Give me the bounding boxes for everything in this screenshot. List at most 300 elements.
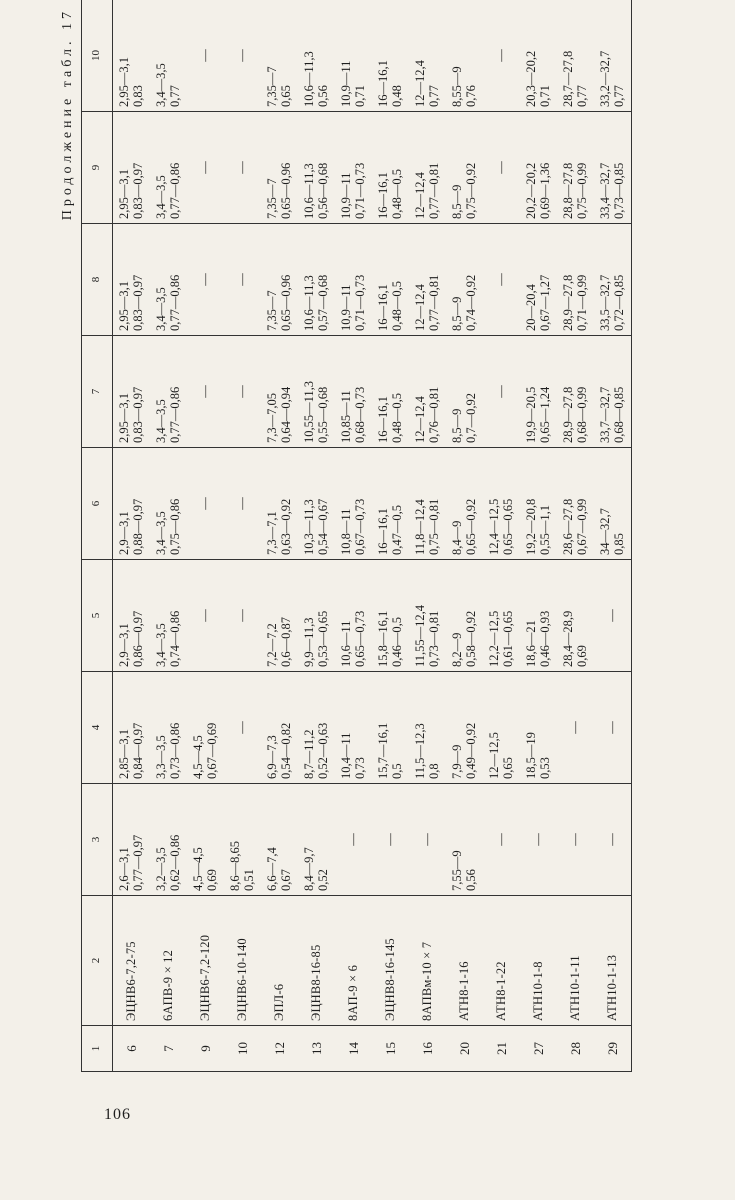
cell-value: 11,55—12,4	[413, 604, 427, 667]
cell-value: —	[234, 161, 249, 174]
column-header: 7	[82, 336, 113, 448]
cell-value: 7,35—7	[265, 66, 279, 107]
cell-value: 0,52	[315, 869, 330, 891]
cell-value: 0,65—0,73	[352, 610, 367, 667]
pump-model: ЭЦНВ6-10-140	[224, 896, 261, 1026]
page-number: 106	[104, 1106, 131, 1123]
table-row	[335, 0, 372, 1072]
row-number: 14	[335, 1026, 372, 1072]
value-cell	[113, 784, 151, 896]
cell-value: 0,56	[463, 869, 478, 891]
cell-value: —	[493, 385, 508, 398]
cell-value: 12—12,4	[413, 396, 427, 443]
value-cell	[446, 560, 483, 672]
cell-value: 0,6—0,87	[278, 617, 293, 667]
cell-value: 3,4—3,5	[154, 63, 168, 107]
value-cell	[557, 336, 594, 448]
cell-value: 9,9—11,3	[302, 617, 316, 667]
cell-value: 10,85—11	[339, 390, 353, 443]
value-cell	[113, 224, 151, 336]
table-row	[594, 0, 632, 1072]
cell-value: 3,4—3,5	[154, 287, 168, 331]
cell-value: 10,6—11,3	[302, 51, 316, 107]
cell-value: 0,5	[389, 763, 404, 779]
cell-value: 0,85	[611, 533, 626, 555]
value-cell	[446, 448, 483, 560]
value-cell	[298, 336, 335, 448]
pump-model: 8АПВм-10 × 7	[409, 896, 446, 1026]
value-cell	[261, 0, 298, 112]
value-cell	[594, 224, 632, 336]
cell-value: —	[530, 833, 545, 846]
value-cell	[150, 0, 187, 112]
cell-value: 8,7—11,2	[302, 729, 316, 779]
row-number: 21	[483, 1026, 520, 1072]
value-cell	[594, 336, 632, 448]
value-cell	[113, 560, 151, 672]
pump-model: АТН8-1-16	[446, 896, 483, 1026]
cell-value: 33,2—32,7	[598, 50, 612, 107]
value-cell	[409, 672, 446, 784]
value-cell	[409, 448, 446, 560]
value-cell	[335, 112, 372, 224]
pump-model: ЭЦНВ8-16-145	[372, 896, 409, 1026]
table-row	[187, 0, 224, 1072]
cell-value: 0,73—0,85	[611, 162, 626, 219]
value-cell	[446, 672, 483, 784]
table-row	[261, 0, 298, 1072]
table-row	[150, 0, 187, 1072]
cell-value: 0,84—0,97	[130, 722, 145, 779]
cell-value: 8,5—9	[450, 408, 464, 443]
cell-value: 12,2—12,5	[487, 610, 501, 667]
value-cell	[150, 336, 187, 448]
cell-value: 0,71—0,99	[574, 274, 589, 331]
cell-value: 0,67—0,69	[204, 722, 219, 779]
value-cell	[298, 0, 335, 112]
value-cell	[594, 0, 632, 112]
cell-value: 8,4—9	[450, 520, 464, 555]
value-cell	[520, 448, 557, 560]
cell-value: —	[382, 833, 397, 846]
value-cell	[446, 336, 483, 448]
cell-value: 0,77	[426, 85, 441, 107]
value-cell	[594, 112, 632, 224]
cell-value: 11,5—12,3	[413, 723, 427, 779]
cell-value: 3,4—3,5	[154, 623, 168, 667]
cell-value: 0,74—0,86	[167, 610, 182, 667]
value-cell	[298, 560, 335, 672]
cell-value: 0,77—0,86	[167, 274, 182, 331]
cell-value: 10,9—11	[339, 284, 353, 331]
value-cell	[483, 0, 520, 112]
cell-value: 10,9—11	[339, 172, 353, 219]
cell-value: —	[604, 609, 619, 622]
cell-value: 0,48—0,5	[389, 281, 404, 331]
cell-value: 8,4—9,7	[302, 847, 316, 891]
rotated-table-block	[57, 2, 677, 1072]
cell-value: —	[197, 161, 212, 174]
cell-value: 7,3—7,05	[265, 393, 279, 443]
value-cell	[298, 448, 335, 560]
value-cell	[483, 784, 520, 896]
value-cell	[187, 784, 224, 896]
cell-value: 7,55—9	[450, 850, 464, 891]
row-number: 29	[594, 1026, 632, 1072]
column-header: 10	[82, 0, 113, 112]
value-cell	[224, 0, 261, 112]
cell-value: 0,47—0,5	[389, 505, 404, 555]
value-cell	[298, 112, 335, 224]
cell-value: 12—12,4	[413, 172, 427, 219]
pump-model: 8АП-9 × 6	[335, 896, 372, 1026]
cell-value: 28,4—28,9	[561, 610, 575, 667]
value-cell	[150, 224, 187, 336]
cell-value: 0,46—0,5	[389, 617, 404, 667]
cell-value: 3,4—3,5	[154, 175, 168, 219]
table-row	[557, 0, 594, 1072]
cell-value: 15,7—16,1	[376, 722, 390, 779]
cell-value: 0,7—0,92	[463, 393, 478, 443]
cell-value: 0,48—0,5	[389, 393, 404, 443]
pump-model: АТН10-1-8	[520, 896, 557, 1026]
cell-value: 0,83—0,97	[130, 386, 145, 443]
value-cell	[335, 560, 372, 672]
cell-value: —	[493, 161, 508, 174]
value-cell	[372, 0, 409, 112]
cell-value: 2,9—3,1	[117, 511, 131, 555]
cell-value: 0,68—0,99	[574, 386, 589, 443]
row-number: 15	[372, 1026, 409, 1072]
cell-value: 0,55—1,1	[537, 505, 552, 555]
table-body	[113, 0, 632, 1072]
cell-value: 8,6—8,65	[228, 841, 242, 891]
value-cell	[372, 784, 409, 896]
cell-value: —	[234, 721, 249, 734]
cell-value: 12—12,5	[487, 732, 501, 779]
cell-value: 0,71	[352, 85, 367, 107]
value-cell	[557, 784, 594, 896]
value-cell	[594, 784, 632, 896]
cell-value: 0,65—0,96	[278, 274, 293, 331]
cell-value: 6,9—7,3	[265, 735, 279, 779]
cell-value: —	[567, 721, 582, 734]
cell-value: 0,73—0,86	[167, 722, 182, 779]
cell-value: 10,55—11,3	[302, 380, 316, 443]
cell-value: 0,76	[463, 85, 478, 107]
value-cell	[409, 336, 446, 448]
cell-value: 0,56	[315, 85, 330, 107]
cell-value: 0,83—0,97	[130, 274, 145, 331]
pump-model: АТН10-1-11	[557, 896, 594, 1026]
value-cell	[557, 112, 594, 224]
cell-value: 20—20,4	[524, 284, 538, 331]
row-number: 7	[150, 1026, 187, 1072]
cell-value: 10,4—11	[339, 732, 353, 779]
value-cell	[261, 224, 298, 336]
cell-value: 7,2—7,2	[265, 623, 279, 667]
column-header: 2	[82, 896, 113, 1026]
value-cell	[520, 336, 557, 448]
value-cell	[150, 448, 187, 560]
value-cell	[409, 112, 446, 224]
cell-value: 33,5—32,7	[598, 274, 612, 331]
pump-model: ЭПЛ-6	[261, 896, 298, 1026]
cell-value: 0,71—0,73	[352, 162, 367, 219]
cell-value: 16—16,1	[376, 60, 390, 107]
value-cell	[520, 112, 557, 224]
value-cell	[520, 0, 557, 112]
cell-value: 0,58—0,92	[463, 610, 478, 667]
cell-value: 0,52—0,63	[315, 722, 330, 779]
cell-value: 0,46—0,93	[537, 610, 552, 667]
cell-value: —	[197, 385, 212, 398]
row-number: 20	[446, 1026, 483, 1072]
value-cell	[557, 672, 594, 784]
value-cell	[409, 784, 446, 896]
value-cell	[187, 448, 224, 560]
value-cell	[298, 224, 335, 336]
column-header: 8	[82, 224, 113, 336]
cell-value: 28,6—27,8	[561, 498, 575, 555]
cell-value: 33,7—32,7	[598, 386, 612, 443]
cell-value: 33,4—32,7	[598, 162, 612, 219]
value-cell	[557, 560, 594, 672]
cell-value: 16—16,1	[376, 172, 390, 219]
value-cell	[187, 0, 224, 112]
value-cell	[335, 0, 372, 112]
cell-value: 0,77	[611, 85, 626, 107]
cell-value: 12—12,4	[413, 60, 427, 107]
cell-value: 0,68—0,73	[352, 386, 367, 443]
cell-value: 0,67—0,99	[574, 498, 589, 555]
cell-value: 0,65	[278, 85, 293, 107]
cell-value: 2,95—3,1	[117, 281, 131, 331]
cell-value: 8,55—9	[450, 66, 464, 107]
cell-value: 16—16,1	[376, 284, 390, 331]
cell-value: 2,95—3,1	[117, 393, 131, 443]
cell-value: 10,9—11	[339, 60, 353, 107]
cell-value: —	[234, 273, 249, 286]
value-cell	[224, 448, 261, 560]
cell-value: 7,35—7	[265, 178, 279, 219]
cell-value: —	[234, 497, 249, 510]
cell-value: 11,8—12,4	[413, 499, 427, 555]
cell-value: 0,75—0,86	[167, 498, 182, 555]
value-cell	[224, 224, 261, 336]
cell-value: 34—32,7	[598, 508, 612, 555]
cell-value: 8,5—9	[450, 184, 464, 219]
value-cell	[335, 336, 372, 448]
row-number: 10	[224, 1026, 261, 1072]
cell-value: 0,67	[278, 869, 293, 891]
cell-value: —	[493, 833, 508, 846]
value-cell	[594, 560, 632, 672]
cell-value: 0,53—0,65	[315, 610, 330, 667]
cell-value: —	[567, 833, 582, 846]
value-cell	[372, 560, 409, 672]
pump-model: ЭЦНВ6-7,2-75	[113, 896, 151, 1026]
cell-value: 0,67—1,27	[537, 274, 552, 331]
cell-value: —	[604, 833, 619, 846]
cell-value: 19,9—20,5	[524, 386, 538, 443]
cell-value: 28,9—27,8	[561, 274, 575, 331]
table-row	[409, 0, 446, 1072]
cell-value: 0,65—0,96	[278, 162, 293, 219]
row-number: 12	[261, 1026, 298, 1072]
value-cell	[372, 672, 409, 784]
row-number: 9	[187, 1026, 224, 1072]
cell-value: 0,57—0,68	[315, 274, 330, 331]
value-cell	[150, 784, 187, 896]
value-cell	[261, 112, 298, 224]
value-cell	[409, 224, 446, 336]
cell-value: 0,69—1,36	[537, 162, 552, 219]
cell-value: 0,77	[167, 85, 182, 107]
value-cell	[113, 0, 151, 112]
value-cell	[298, 784, 335, 896]
value-cell	[298, 672, 335, 784]
cell-value: 0,75—0,81	[426, 498, 441, 555]
value-cell	[446, 784, 483, 896]
value-cell	[557, 448, 594, 560]
value-cell	[520, 560, 557, 672]
cell-value: 6,6—7,4	[265, 847, 279, 891]
value-cell	[335, 224, 372, 336]
cell-value: 28,7—27,8	[561, 50, 575, 107]
cell-value: 2,9—3,1	[117, 623, 131, 667]
cell-value: 10,3—11,3	[302, 499, 316, 555]
cell-value: 0,73	[352, 757, 367, 779]
cell-value: 8,5—9	[450, 296, 464, 331]
cell-value: 19,2—20,8	[524, 498, 538, 555]
cell-value: 10,6—11,3	[302, 275, 316, 331]
cell-value: 0,75—0,99	[574, 162, 589, 219]
cell-value: 20,2—20,2	[524, 162, 538, 219]
column-header: 1	[82, 1026, 113, 1072]
cell-value: 7,35—7	[265, 290, 279, 331]
value-cell	[187, 112, 224, 224]
cell-value: 0,72—0,85	[611, 274, 626, 331]
value-cell	[594, 672, 632, 784]
value-cell	[520, 672, 557, 784]
cell-value: 4,5—4,5	[191, 847, 205, 891]
cell-value: 7,9—9	[450, 744, 464, 779]
value-cell	[224, 560, 261, 672]
table-row	[298, 0, 335, 1072]
cell-value: 12,4—12,5	[487, 498, 501, 555]
cell-value: 28,9—27,8	[561, 386, 575, 443]
value-cell	[113, 672, 151, 784]
value-cell	[187, 560, 224, 672]
column-header: 6	[82, 448, 113, 560]
cell-value: —	[493, 49, 508, 62]
value-cell	[150, 112, 187, 224]
cell-value: 3,3—3,5	[154, 735, 168, 779]
value-cell	[557, 0, 594, 112]
cell-value: 0,64—0,94	[278, 386, 293, 443]
column-header: 3	[82, 784, 113, 896]
cell-value: 0,83	[130, 85, 145, 107]
cell-value: 3,4—3,5	[154, 399, 168, 443]
value-cell	[372, 224, 409, 336]
cell-value: 0,54—0,82	[278, 722, 293, 779]
cell-value: 0,88—0,97	[130, 498, 145, 555]
cell-value: 0,53	[537, 757, 552, 779]
cell-value: —	[234, 385, 249, 398]
value-cell	[224, 112, 261, 224]
value-cell	[483, 672, 520, 784]
table-row	[446, 0, 483, 1072]
value-cell	[409, 0, 446, 112]
value-cell	[409, 560, 446, 672]
value-cell	[520, 784, 557, 896]
cell-value: 0,69	[204, 869, 219, 891]
cell-value: 28,8—27,8	[561, 162, 575, 219]
cell-value: 0,65	[500, 757, 515, 779]
value-cell	[113, 112, 151, 224]
table-header-row	[82, 0, 113, 1072]
cell-value: 18,6—21	[524, 620, 538, 667]
table-caption: Продолжение табл. 17	[60, 8, 75, 221]
row-number: 16	[409, 1026, 446, 1072]
cell-value: 0,49—0,92	[463, 722, 478, 779]
cell-value: 0,75—0,92	[463, 162, 478, 219]
cell-value: 10,8—11	[339, 508, 353, 555]
cell-value: 0,51	[241, 869, 256, 891]
cell-value: 0,71—0,73	[352, 274, 367, 331]
value-cell	[557, 224, 594, 336]
value-cell	[446, 224, 483, 336]
cell-value: 15,8—16,1	[376, 610, 390, 667]
cell-value: 0,76—0,81	[426, 386, 441, 443]
value-cell	[483, 112, 520, 224]
cell-value: 0,83—0,97	[130, 162, 145, 219]
cell-value: 3,4—3,5	[154, 511, 168, 555]
cell-value: 0,73—0,81	[426, 610, 441, 667]
cell-value: 0,74—0,92	[463, 274, 478, 331]
pump-model: ЭЦНВ6-7,2-120	[187, 896, 224, 1026]
value-cell	[187, 224, 224, 336]
data-table	[81, 0, 632, 1072]
cell-value: 0,86—0,97	[130, 610, 145, 667]
pump-model: ЭЦНВ8-16-85	[298, 896, 335, 1026]
table-row	[224, 0, 261, 1072]
cell-value: 8,2—9	[450, 632, 464, 667]
row-number: 28	[557, 1026, 594, 1072]
value-cell	[483, 224, 520, 336]
cell-value: 0,77—0,81	[426, 274, 441, 331]
cell-value: 0,54—0,67	[315, 498, 330, 555]
value-cell	[372, 448, 409, 560]
cell-value: 0,77—0,81	[426, 162, 441, 219]
value-cell	[483, 448, 520, 560]
value-cell	[520, 224, 557, 336]
value-cell	[261, 672, 298, 784]
value-cell	[335, 672, 372, 784]
cell-value: 0,77—0,86	[167, 162, 182, 219]
row-number: 6	[113, 1026, 151, 1072]
cell-value: —	[345, 833, 360, 846]
cell-value: 0,56—0,68	[315, 162, 330, 219]
cell-value: 2,6—3,1	[117, 847, 131, 891]
cell-value: 12—12,4	[413, 284, 427, 331]
value-cell	[261, 560, 298, 672]
table-row	[520, 0, 557, 1072]
value-cell	[150, 560, 187, 672]
cell-value: —	[234, 609, 249, 622]
value-cell	[594, 448, 632, 560]
